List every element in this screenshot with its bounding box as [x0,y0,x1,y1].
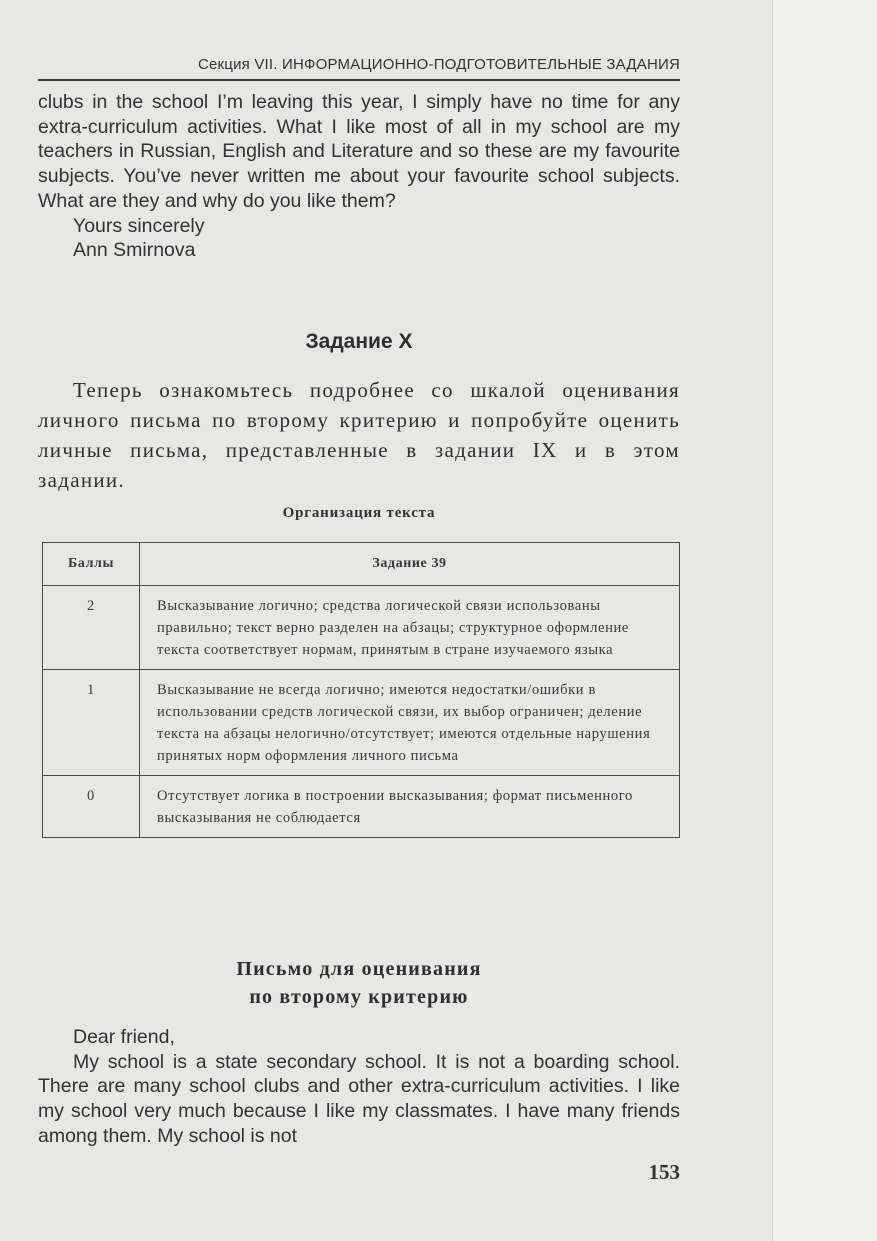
table-header-row [43,543,680,586]
letter-heading-line-1: Письмо для оценивания [236,958,482,980]
letter-closing: Yours sincerely [73,214,205,237]
table-caption: Организация текста [282,505,436,521]
task-heading: Задание X [305,330,413,353]
description-cell: Высказывание не всегда логично; имеются недостатки/ошибки в использовании средств логической связи, их выбор ограничен; деление текста на абзацы нелогично/отсутствует; имеются отдельные нарушения принятых норм оформления личного письма [140,670,680,776]
description-cell: Отсутствует логика в построении высказывания; формат письменного высказывания не соблюдается [140,776,680,838]
letter-greeting: Dear friend, [73,1026,175,1048]
letter-for-assessment [38,1025,680,1149]
score-cell: 1 [43,670,140,776]
score-cell: 0 [43,776,140,838]
header-rule [38,79,680,81]
description-cell: Высказывание логично; средства логической связи использованы правильно; текст верно разделен на абзацы; структурное оформление текста соответствует нормам, принятым в стране изучаемого языка [140,586,680,670]
table-row [43,586,680,670]
page-edge [772,0,877,1241]
header-task: Задание 39 [140,543,680,586]
running-head: Секция VII. ИНФОРМАЦИОННО-ПОДГОТОВИТЕЛЬНЫЕ ЗАДАНИЯ [197,56,680,73]
page-number: 153 [648,1160,680,1184]
header-score: Баллы [43,543,140,586]
score-cell: 2 [43,586,140,670]
table-row [43,776,680,838]
task-instructions: Теперь ознакомьтесь подробнее со шкалой оценивания личного письма по второму критерию и попробуйте оценить личные письма, представленные в задании IX и в этом задании. [38,378,680,492]
letter-paragraph: My school is a state secondary school. It is not a boarding school. There are many school clubs and other extra-curriculum activities. I like my school very much because I like my classmates. I have many friends among them. My school is not [38,1050,680,1147]
letter-heading [38,955,680,1011]
criteria-table [42,542,680,838]
letter-heading-line-2: по второму критерию [249,986,469,1008]
table-row [43,670,680,776]
previous-letter-ending [38,90,680,263]
letter-signature: Ann Smirnova [73,239,196,262]
letter-paragraph: clubs in the school I’m leaving this year, I simply have no time for any extra-curriculum activities. What I like most of all in my school are my teachers in Russian, English and Literature and so these are my favourite subjects. You’ve never written me about your favourite school subjects. What are they and why do you like them? [38,91,680,212]
